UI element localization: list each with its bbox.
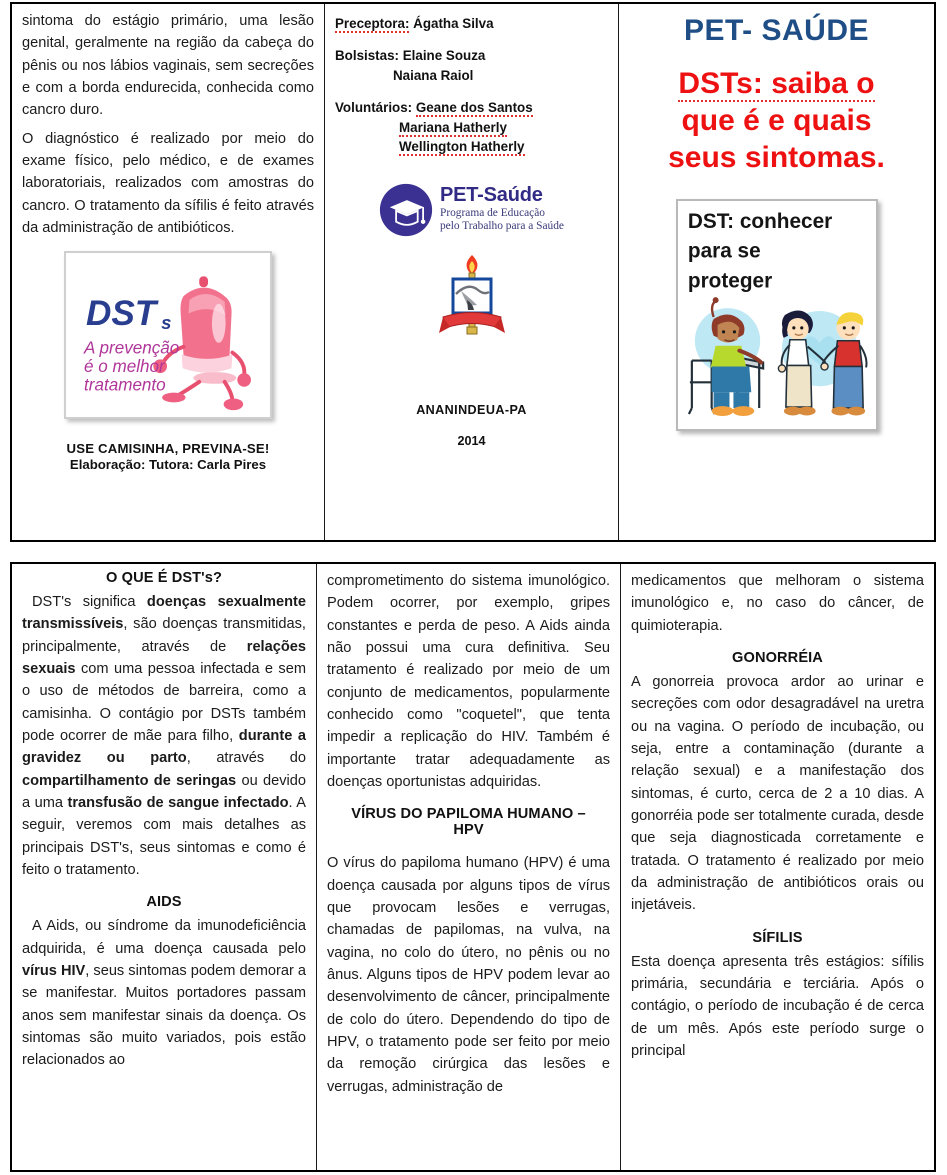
dsts-prevencao-artwork [66,253,270,417]
year-label: 2014 [457,433,486,448]
paragraph-o-que-e-dsts-run-2: , são doenças transmitidas, principalmente, através de [22,616,306,655]
pet-saude-logo [335,183,608,237]
credit-name-voluntario-1: Geane dos Santos [415,100,533,116]
credits-block [335,14,608,157]
cover-main-title-line-1 [629,65,924,102]
heading-hpv [327,806,610,838]
paragraph-o-que-e-dsts [22,591,306,881]
paragraph-o-que-e-dsts-run-9: transfusão de sangue infectado [67,794,289,811]
cover-program-title: PET- SAÚDE [683,14,870,47]
brochure-inside-sheet [10,562,936,1172]
paragraph-aids-run-2: , seus sintomas podem demorar a se manifestar. Muitos portadores passam anos sem manifestar sinais da doença. Os sintomas são muito variados, pois estão relacionados ao [22,962,306,1069]
sifilis-continuation-paragraph-2: O diagnóstico é realizado por meio do exame físico, pelo médico, e de exames laboratoriais, realizados com amostras do cancro. O tratamento da sífilis é feito através da administração de antibióticos. [22,130,314,236]
svg-text:é o melhor: é o melhor [84,357,165,377]
pet-logo-subtitle-1: Programa de Educação [439,206,545,219]
credit-name-voluntario-3-row [335,137,608,156]
heading-hpv-line-2: HPV [453,822,484,839]
front-left-panel [12,4,324,540]
credit-preceptora [335,14,608,33]
heading-o-que-e-dsts-text: O QUE É DST's? [106,570,222,586]
inside-column-3 [620,564,934,1170]
credit-label-bolsistas: Bolsistas: [335,48,399,64]
paragraph-o-que-e-dsts-run-7: compartilhamento de seringas [22,772,237,789]
credit-spacer-2 [335,85,608,98]
paragraph-aids-run-0: A Aids, ou síndrome da imunodeficiência adquirida, é uma doença causada pelo [22,918,306,957]
paragraph-aids-run-1: vírus HIV [22,962,86,979]
brochure-front-sheet [10,2,936,542]
pet-logo-subtitle-2: pelo Trabalho para a Saúde [439,220,564,233]
paragraph-o-que-e-dsts-run-10: . A seguir, veremos com mais detalhes as principais DST's, seus sintomas e como é feito o tratamento. [22,794,306,878]
cover-poster-wrapper [629,199,924,431]
front-left-footer [22,441,314,472]
paragraph-hpv: O vírus do papiloma humano (HPV) é uma doença causada por alguns tipos de vírus que provocam lesões e verrugas, chamadas de papilomas, na vulva, na vagina, no colo do útero, no pênis ou no ânus. Alguns tipos de HPV podem levar ao desenvolvimento de câncer, principalmente de colo do útero. Dependendo do tipo de HPV, o tratamento pode ser feito por meio da remoção cirúrgica das lesões e verrugas, administração de [327,855,610,1095]
credit-label-preceptora: Preceptora: [335,16,410,31]
svg-text:A prevenção: A prevenção [84,338,180,358]
heading-o-que-e-dsts [22,570,306,586]
credit-voluntarios [335,98,608,117]
cover-main-title-line-3: seus sintomas. [668,141,885,175]
city-label: ANANINDEUA-PA [416,402,527,417]
dst-conhecer-poster [676,199,878,431]
paragraph-o-que-e-dsts-run-3: relações sexuais [22,638,306,677]
svg-text:s: s [161,312,172,334]
place-and-year [335,403,608,448]
authorship-credit: Elaboração: Tutora: Carla Pires [69,457,267,473]
use-condom-slogan: USE CAMISINHA, PREVINA-SE! [66,441,270,457]
credit-name-voluntario-3: Wellington Hatherly [399,139,525,155]
cover-main-title-line-1-text: DSTs: saiba o [678,67,875,100]
heading-aids: AIDS [146,894,182,911]
paragraph-aids-continuation: comprometimento do sistema imunológico. Podem ocorrer, por exemplo, gripes constantes e perda de peso. A Aids ainda não possui uma cura definitiva. Seu tratamento é realizado por meio de um conjunto de medicamentos, popularmente conhecido como "coquetel", que tenta impedir a replicação do HIV. Também é importante tratar adequadamente as doenças oportunistas adquiridas. [327,573,610,790]
uepa-crest-wrapper [335,253,608,345]
credit-name-bolsista-2: Naiana Raiol [393,67,474,83]
credit-name-voluntario-2: Mariana Hatherly [399,119,507,135]
paragraph-o-que-e-dsts-run-8: ou devido a uma [22,772,306,811]
dsts-ad-wrapper [22,251,314,419]
heading-sifilis: SÍFILIS [752,929,803,946]
paragraph-hpv-continuation: medicamentos que melhoram o sistema imunológico e, no caso do câncer, de quimioterapia. [631,573,924,634]
credit-spacer-1 [335,33,608,46]
sifilis-continuation-paragraph-1: sintoma do estágio primário, uma lesão genital, geralmente na região da cabeça do pênis ou nos lábios vaginais, sem secreções e com a borda endurecida, conhecida como cancro duro. [22,13,314,119]
credit-name-bolsista-1: Elaine Souza [402,48,486,64]
credit-bolsistas [335,46,608,65]
heading-gonorreia: GONORRÉIA [732,649,823,666]
credit-label-voluntarios: Voluntários: [335,100,413,116]
paragraph-aids [22,915,306,1071]
cover-main-title-line-2: que é e quais [681,104,872,138]
front-middle-panel [324,4,618,540]
inside-column-1 [12,564,316,1170]
graduation-cap-icon [379,183,433,237]
credit-name-bolsista-2-row [335,66,608,85]
svg-text:tratamento: tratamento [84,375,166,395]
credit-name-preceptora-1: Ágatha Silva [413,16,494,31]
dst-conhecer-artwork [678,201,876,429]
svg-text:DST: conhecer: DST: conhecer [687,209,832,233]
pet-logo-title: PET-Saúde [439,183,543,206]
pet-logo-text [440,185,564,234]
paragraph-o-que-e-dsts-run-0: DST's significa [32,594,147,610]
credit-name-voluntario-2-row [335,118,608,137]
svg-text:proteger: proteger [687,268,772,292]
paragraph-o-que-e-dsts-run-6: , através do [186,750,306,767]
paragraph-sifilis: Esta doença apresenta três estágios: sífilis primária, secundária e terciária. Após o contágio, o período de incubação é de cerca de um mês. Após este período surge o principal [631,953,924,1059]
paragraph-o-que-e-dsts-run-5: durante a gravidez ou parto [22,727,307,767]
paragraph-gonorreia: A gonorreia provoca ardor ao urinar e secreções com odor desagradável na uretra ou na vagina. O período de incubação, ou seja, entre a contaminação (durante a relação sexual) e a manifestação dos sintomas, é curto, cerca de 2 a 10 dias. A gonorréia pode ser totalmente curada, desde que seja diagnosticada corretamente e tratada. O tratamento é realizado por meio da administração de antibióticos orais ou injetáveis. [631,673,924,914]
inside-column-2 [316,564,620,1170]
svg-text:DST: DST [86,294,157,334]
paragraph-o-que-e-dsts-run-1: doenças sexualmente transmissíveis [22,594,306,633]
heading-hpv-line-1: VÍRUS DO PAPILOMA HUMANO – [351,806,586,823]
uepa-crest-icon [437,253,507,345]
svg-text:para se: para se [687,239,761,263]
paragraph-o-que-e-dsts-run-4: com uma pessoa infectada e sem o uso de métodos de barreira, como a camisinha. O contágio por DSTs também pode ocorrer de mãe para filho, [22,660,306,744]
front-right-panel [618,4,934,540]
cover-main-title [629,65,924,177]
dsts-prevencao-poster [64,251,272,419]
